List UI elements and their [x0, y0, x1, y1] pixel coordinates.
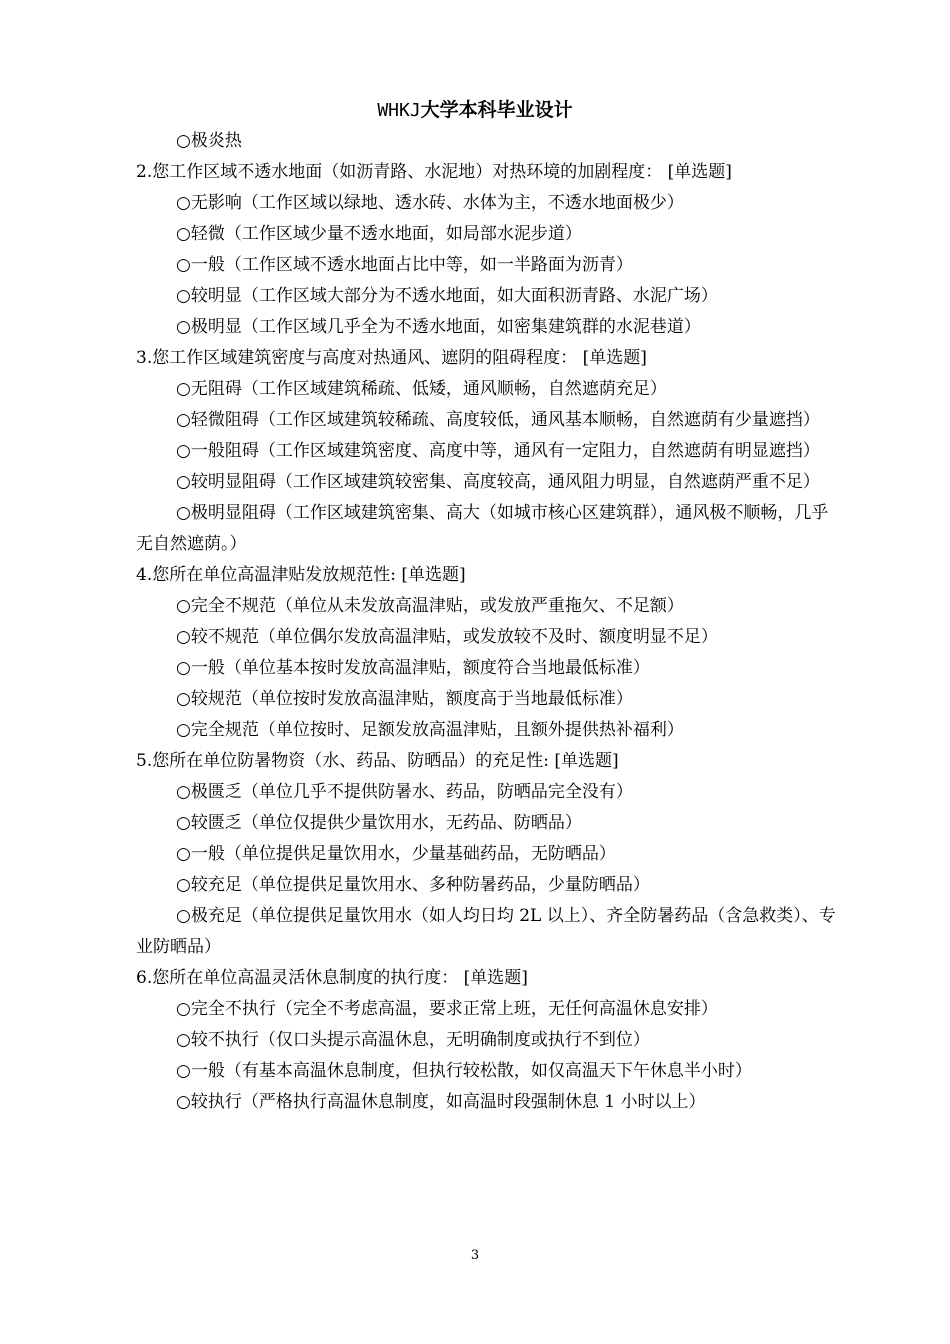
- option-item[interactable]: ○较明显（工作区域大部分为不透水地面，如大面积沥青路、水泥广场）: [176, 286, 718, 306]
- option-item[interactable]: ○较规范（单位按时发放高温津贴，额度高于当地最低标准）: [176, 689, 633, 709]
- option-item[interactable]: ○完全规范（单位按时、足额发放高温津贴，且额外提供热补福利）: [176, 720, 684, 740]
- option-item[interactable]: ○完全不规范（单位从未发放高温津贴，或发放严重拖欠、不足额）: [176, 596, 684, 616]
- option-item[interactable]: ○较不执行（仅口头提示高温休息，无明确制度或执行不到位）: [176, 1030, 650, 1050]
- option-item[interactable]: ○一般（单位基本按时发放高温津贴，额度符合当地最低标准）: [176, 658, 650, 678]
- header-latin: WHKJ: [377, 100, 421, 121]
- question-text: 5.您所在单位防暑物资（水、药品、防晒品）的充足性: [单选题]: [136, 751, 619, 771]
- page-number: 3: [470, 1248, 480, 1263]
- option-item[interactable]: ○无影响（工作区域以绿地、透水砖、水体为主，不透水地面极少）: [176, 193, 684, 213]
- option-item[interactable]: ○较不规范（单位偶尔发放高温津贴，或发放较不及时、额度明显不足）: [176, 627, 718, 647]
- document-body: [136, 126, 840, 1118]
- question-text: 2.您工作区域不透水地面（如沥青路、水泥地）对热环境的加剧程度： [单选题]: [136, 162, 732, 182]
- option-item[interactable]: ○一般（有基本高温休息制度，但执行较松散，如仅高温天下午休息半小时）: [176, 1061, 752, 1081]
- option-item[interactable]: ○极明显（工作区域几乎全为不透水地面，如密集建筑群的水泥巷道）: [176, 317, 701, 337]
- option-item[interactable]: ○较执行（严格执行高温休息制度，如高温时段强制休息 1 小时以上）: [176, 1092, 706, 1112]
- question-text: 4.您所在单位高温津贴发放规范性: [单选题]: [136, 565, 466, 585]
- page-header: [0, 95, 950, 122]
- option-item[interactable]: ○较充足（单位提供足量饮用水、多种防暑药品，少量防晒品）: [176, 875, 650, 895]
- option-item[interactable]: ○较匮乏（单位仅提供少量饮用水，无药品、防晒品）: [176, 813, 582, 833]
- option-item[interactable]: ○无阻碍（工作区域建筑稀疏、低矮，通风顺畅，自然遮荫充足）: [176, 379, 667, 399]
- option-item[interactable]: ○极炎热: [176, 131, 242, 151]
- option-item[interactable]: ○完全不执行（完全不考虑高温，要求正常上班，无任何高温休息安排）: [176, 999, 718, 1019]
- option-item[interactable]: ○极明显阻碍（工作区域建筑密集、高大（如城市核心区建筑群），通风极不顺畅，几乎无自然遮荫。）: [136, 503, 829, 554]
- option-item[interactable]: ○极匮乏（单位几乎不提供防暑水、药品，防晒品完全没有）: [176, 782, 633, 802]
- option-item[interactable]: ○轻微阻碍（工作区域建筑较稀疏、高度较低，通风基本顺畅，自然遮荫有少量遮挡）: [176, 410, 820, 430]
- option-item[interactable]: ○一般（工作区域不透水地面占比中等，如一半路面为沥青）: [176, 255, 633, 275]
- header-title: 大学本科毕业设计: [420, 99, 573, 121]
- question-text: 6.您所在单位高温灵活休息制度的执行度： [单选题]: [136, 968, 528, 988]
- option-item[interactable]: ○较明显阻碍（工作区域建筑较密集、高度较高，通风阻力明显，自然遮荫严重不足）: [176, 472, 820, 492]
- question-text: 3.您工作区域建筑密度与高度对热通风、遮阴的阻碍程度： [单选题]: [136, 348, 647, 368]
- option-item[interactable]: ○轻微（工作区域少量不透水地面，如局部水泥步道）: [176, 224, 582, 244]
- option-item[interactable]: ○一般（单位提供足量饮用水，少量基础药品，无防晒品）: [176, 844, 616, 864]
- option-item[interactable]: ○一般阻碍（工作区域建筑密度、高度中等，通风有一定阻力，自然遮荫有明显遮挡）: [176, 441, 820, 461]
- option-item[interactable]: ○极充足（单位提供足量饮用水（如人均日均 2L 以上）、齐全防暑药品（含急救类）、专业防晒品）: [136, 906, 836, 957]
